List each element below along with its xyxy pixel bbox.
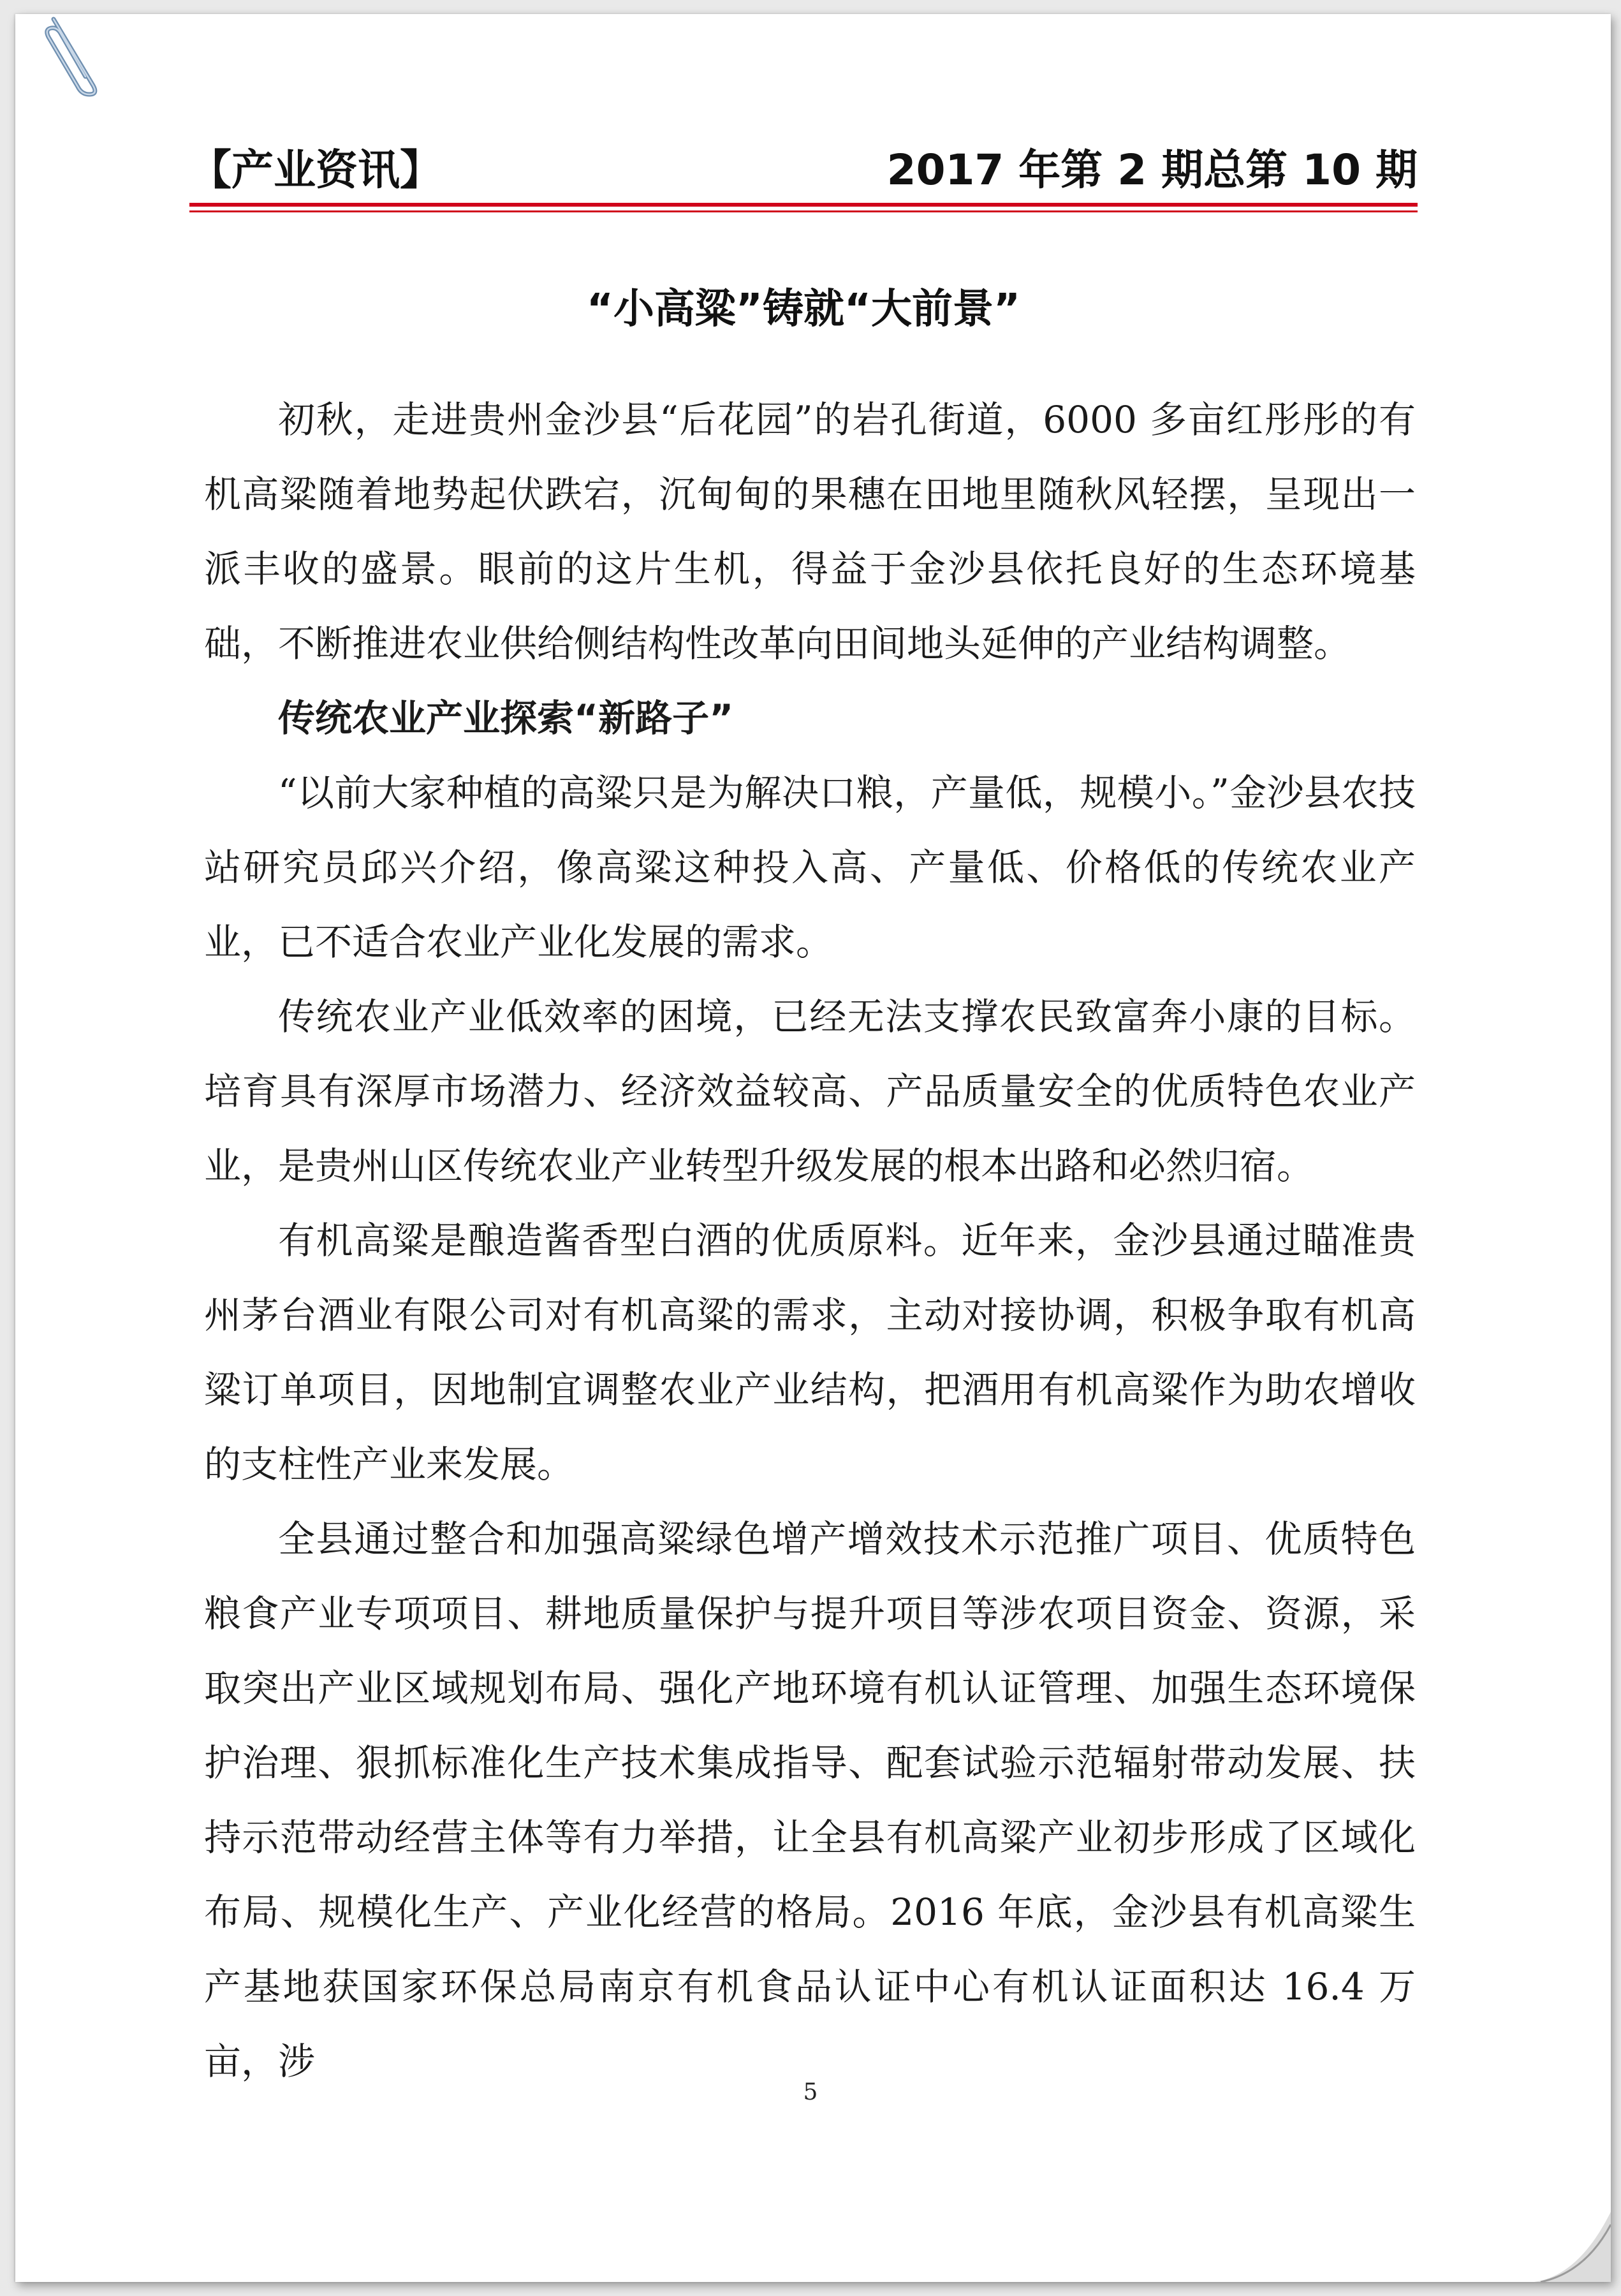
article-title: “小高粱”铸就“大前景”: [586, 286, 1021, 333]
section-heading: 传统农业产业探索“新路子”: [278, 696, 734, 740]
paragraph: 全县通过整合和加强高粱绿色增产增效技术示范推广项目、优质特色粮食产业专项项目、耕地质量保护与提升项目等涉农项目资金、资源，采取突出产业区域规划布局、强化产地环境有机认证管理、加强生态环境保护治理、狠抓标准化生产技术集成指导、配套试验示范辐射带动发展、扶持示范带动经营主体等有力举措，让全县有机高粱产业初步形成了区域化布局、规模化生产、产业化经营的格局。2016 年底，金沙县有机高粱生产基地获国家环保总局南京有机食品认证中心有机认证面积达 16.4 万亩，涉: [204, 1517, 1416, 2083]
article-body: [204, 383, 1416, 2099]
page-number: 5: [803, 2079, 818, 2105]
paperclip-icon: [34, 14, 105, 97]
header-rule-thin: [189, 210, 1418, 212]
page-curl-icon: [1534, 2212, 1611, 2282]
paragraph: “以前大家种植的高粱只是为解决口粮，产量低，规模小。”金沙县农技站研究员邱兴介绍，像高粱这种投入高、产量低、价格低的传统农业产业，已不适合农业产业化发展的需求。: [204, 771, 1416, 964]
page-header: [189, 142, 1418, 199]
issue-label: 2017 年第 2 期总第 10 期: [886, 145, 1418, 195]
header-rule-thick: [189, 203, 1418, 207]
paragraph: 初秋，走进贵州金沙县“后花园”的岩孔街道，6000 多亩红彤彤的有机高粱随着地势起伏跌宕，沉甸甸的果穗在田地里随秋风轻摆，呈现出一派丰收的盛景。眼前的这片生机，得益于金沙县依托良好的生态环境基础，不断推进农业供给侧结构性改革向田间地头延伸的产业结构调整。: [204, 398, 1416, 665]
section-label: 【产业资讯】: [189, 145, 442, 195]
paragraph: 传统农业产业低效率的困境，已经无法支撑农民致富奔小康的目标。培育具有深厚市场潜力、经济效益较高、产品质量安全的优质特色农业产业，是贵州山区传统农业产业转型升级发展的根本出路和必然归宿。: [204, 995, 1416, 1188]
paragraph: 有机高粱是酿造酱香型白酒的优质原料。近年来，金沙县通过瞄准贵州茅台酒业有限公司对有机高粱的需求，主动对接协调，积极争取有机高粱订单项目，因地制宜调整农业产业结构，把酒用有机高粱作为助农增收的支柱性产业来发展。: [204, 1219, 1416, 1486]
